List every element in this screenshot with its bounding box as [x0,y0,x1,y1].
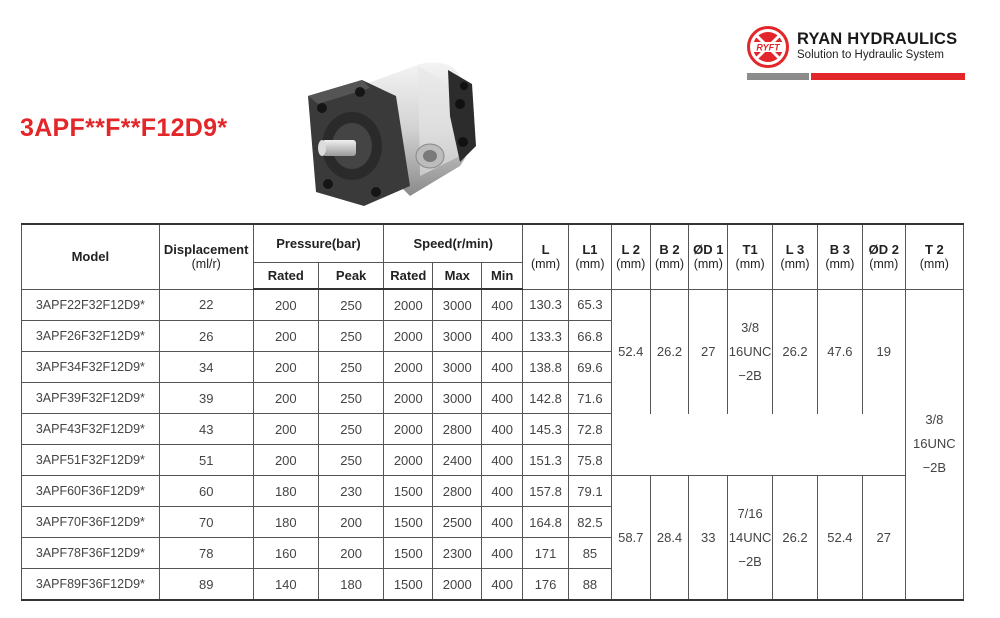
cell-displacement: 43 [159,414,253,445]
cell-pressure-peak: 200 [318,507,383,538]
cell-D2: 27 [862,476,905,601]
cell-pressure-rated: 160 [253,538,318,569]
cell-L: 171 [523,538,569,569]
cell-speed-max: 2800 [433,414,482,445]
cell-L3: 26.2 [773,289,818,414]
cell-pressure-peak: 250 [318,383,383,414]
cell-B2: 28.4 [650,476,689,601]
cell-speed-max: 3000 [433,352,482,383]
cell-pressure-rated: 180 [253,476,318,507]
logo-mark-text: RYFT [756,42,780,53]
cell-B3: 52.4 [817,476,862,601]
gear-pump-icon [300,56,480,218]
cell-pressure-rated: 200 [253,321,318,352]
cell-displacement: 78 [159,538,253,569]
header-pressure-rated: Rated [253,263,318,290]
company-logo [747,24,965,86]
cell-L1: 79.1 [569,476,612,507]
cell-pressure-peak: 250 [318,445,383,476]
cell-pressure-peak: 250 [318,352,383,383]
header-speed-rated: Rated [384,263,433,290]
cell-speed-min: 400 [482,352,523,383]
cell-L: 138.8 [523,352,569,383]
cell-model: 3APF26F32F12D9* [22,321,160,352]
cell-speed-rated: 2000 [384,321,433,352]
cell-speed-max: 2300 [433,538,482,569]
table-row [22,476,964,507]
cell-L: 151.3 [523,445,569,476]
cell-pressure-peak: 250 [318,289,383,321]
cell-T1: 3/8 16UNC −2B [728,289,773,414]
cell-speed-max: 3000 [433,383,482,414]
cell-L1: 72.8 [569,414,612,445]
cell-L1: 75.8 [569,445,612,476]
page-title: 3APF**F**F12D9* [20,114,228,142]
cell-L1: 66.8 [569,321,612,352]
cell-pressure-rated: 180 [253,507,318,538]
header-speed: Speed(r/min) [384,224,523,263]
cell-displacement: 51 [159,445,253,476]
cell-speed-min: 400 [482,383,523,414]
cell-speed-min: 400 [482,569,523,601]
header-L1: L1 (mm) [569,224,612,289]
cell-displacement: 60 [159,476,253,507]
cell-L1: 88 [569,569,612,601]
cell-D1: 33 [689,476,728,601]
cell-L1: 65.3 [569,289,612,321]
cell-model: 3APF39F32F12D9* [22,383,160,414]
cell-speed-max: 2000 [433,569,482,601]
cell-speed-max: 2400 [433,445,482,476]
cell-L: 142.8 [523,383,569,414]
cell-L3: 26.2 [773,476,818,601]
header-B2: B 2 (mm) [650,224,689,289]
cell-model: 3APF34F32F12D9* [22,352,160,383]
brand-tagline: Solution to Hydraulic System [797,49,945,61]
cell-pressure-peak: 180 [318,569,383,601]
cell-displacement: 22 [159,289,253,321]
cell-L: 145.3 [523,414,569,445]
cell-pressure-rated: 200 [253,383,318,414]
logo-bar-red [811,73,965,80]
header-pressure-peak: Peak [318,263,383,290]
cell-L: 130.3 [523,289,569,321]
cell-model: 3APF60F36F12D9* [22,476,160,507]
cell-speed-max: 2800 [433,476,482,507]
header-L: L (mm) [523,224,569,289]
header-speed-max: Max [433,263,482,290]
cell-speed-min: 400 [482,445,523,476]
header-L2: L 2 (mm) [611,224,650,289]
cell-D1: 27 [689,289,728,414]
cell-model: 3APF78F36F12D9* [22,538,160,569]
cell-speed-rated: 2000 [384,414,433,445]
cell-L1: 69.6 [569,352,612,383]
cell-speed-max: 2500 [433,507,482,538]
cell-L1: 71.6 [569,383,612,414]
cell-speed-rated: 2000 [384,289,433,321]
cell-L: 157.8 [523,476,569,507]
cell-model: 3APF70F36F12D9* [22,507,160,538]
cell-speed-rated: 2000 [384,383,433,414]
cell-model: 3APF89F36F12D9* [22,569,160,601]
table-row [22,289,964,321]
header-speed-min: Min [482,263,523,290]
table-row [22,414,964,445]
cell-L: 164.8 [523,507,569,538]
logo-bar-grey [747,73,809,80]
cell-speed-min: 400 [482,414,523,445]
header-pressure: Pressure(bar) [253,224,384,263]
header-B3: B 3 (mm) [817,224,862,289]
cell-speed-rated: 2000 [384,445,433,476]
cell-speed-rated: 1500 [384,476,433,507]
cell-speed-rated: 1500 [384,507,433,538]
cell-pressure-rated: 140 [253,569,318,601]
cell-L1: 82.5 [569,507,612,538]
cell-speed-rated: 1500 [384,538,433,569]
cell-pressure-peak: 250 [318,321,383,352]
cell-speed-max: 3000 [433,321,482,352]
header-displacement: Displacement (ml/r) [159,224,253,289]
cell-speed-min: 400 [482,538,523,569]
cell-D2: 19 [862,289,905,414]
cell-L1: 85 [569,538,612,569]
cell-T2: 3/8 16UNC −2B [905,289,963,600]
cell-pressure-rated: 200 [253,289,318,321]
cell-speed-max: 3000 [433,289,482,321]
cell-speed-min: 400 [482,321,523,352]
cell-L: 176 [523,569,569,601]
cell-displacement: 34 [159,352,253,383]
header-L3: L 3 (mm) [773,224,818,289]
cell-model: 3APF51F32F12D9* [22,445,160,476]
cell-displacement: 70 [159,507,253,538]
cell-B2: 26.2 [650,289,689,414]
cell-speed-min: 400 [482,507,523,538]
cell-displacement: 39 [159,383,253,414]
header-model: Model [22,224,160,289]
cell-displacement: 26 [159,321,253,352]
cell-model: 3APF22F32F12D9* [22,289,160,321]
header-D1: ØD 1 (mm) [689,224,728,289]
cell-pressure-peak: 230 [318,476,383,507]
header-T2: T 2 (mm) [905,224,963,289]
cell-model: 3APF43F32F12D9* [22,414,160,445]
cell-speed-min: 400 [482,476,523,507]
cell-L: 133.3 [523,321,569,352]
cell-displacement: 89 [159,569,253,601]
cell-speed-rated: 2000 [384,352,433,383]
cell-pressure-rated: 200 [253,352,318,383]
cell-L2: 52.4 [611,289,650,414]
cell-pressure-peak: 200 [318,538,383,569]
cell-T1: 7/16 14UNC −2B [728,476,773,601]
cell-pressure-rated: 200 [253,445,318,476]
spec-table [21,223,964,601]
cell-speed-rated: 1500 [384,569,433,601]
header-D2: ØD 2 (mm) [862,224,905,289]
ryft-logo-mark [747,26,789,68]
cell-pressure-peak: 250 [318,414,383,445]
cell-B3: 47.6 [817,289,862,414]
brand-name: RYAN HYDRAULICS [797,30,958,48]
cell-L2: 58.7 [611,476,650,601]
header-T1: T1 (mm) [728,224,773,289]
table-row [22,445,964,476]
cell-pressure-rated: 200 [253,414,318,445]
cell-speed-min: 400 [482,289,523,321]
